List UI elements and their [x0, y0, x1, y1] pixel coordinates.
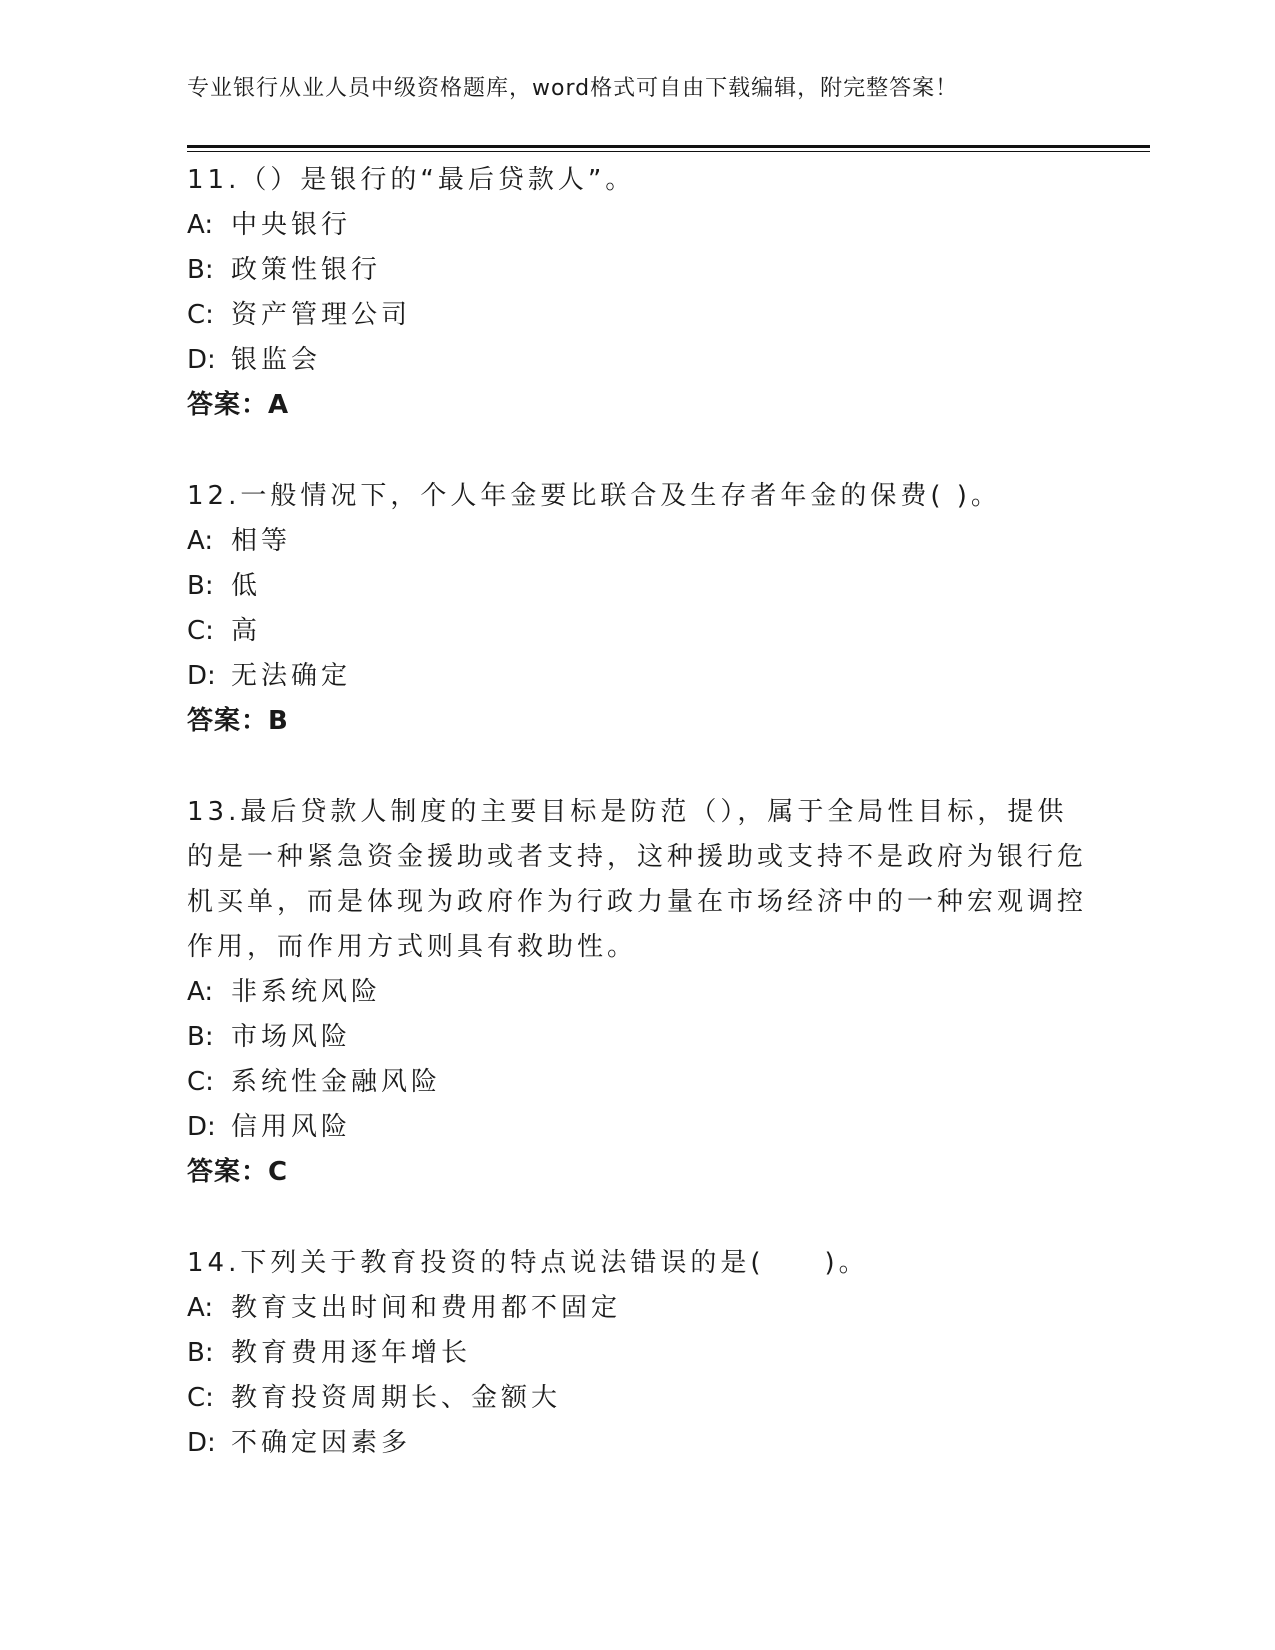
option-c [187, 293, 1087, 338]
option-c [187, 1060, 1087, 1105]
option-letter: B: [187, 1022, 214, 1052]
option-a [187, 1286, 1087, 1331]
option-letter: D: [187, 1428, 216, 1458]
option-letter: C: [187, 616, 214, 646]
question-stem: 13.最后贷款人制度的主要目标是防范（），属于全局性目标，提供的是一种紧急资金援助或者支持，这种援助或支持不是政府为银行危机买单，而是体现为政府作为行政力量在市场经济中的一种宏观调控作用，而作用方式则具有救助性。 [187, 797, 1088, 962]
option-text: 高 [231, 616, 262, 646]
header-rule-thick [187, 145, 1150, 148]
option-letter: D: [187, 661, 216, 691]
option-a [187, 203, 1087, 248]
question-stem: 14.下列关于教育投资的特点说法错误的是( )。 [187, 1248, 869, 1278]
question-stem: 12.一般情况下，个人年金要比联合及生存者年金的保费( )。 [187, 481, 1001, 511]
option-text: 教育费用逐年增长 [231, 1338, 472, 1368]
option-b [187, 564, 1087, 609]
option-a [187, 970, 1087, 1015]
question-14 [187, 1241, 1087, 1466]
option-letter: A: [187, 210, 214, 240]
option-c [187, 1376, 1087, 1421]
question-11 [187, 158, 1087, 428]
header-rule-thin [187, 151, 1150, 152]
document-header: 专业银行从业人员中级资格题库，word格式可自由下载编辑，附完整答案！ [187, 76, 959, 101]
question-stem: 11.（）是银行的“最后贷款人”。 [187, 165, 636, 195]
option-c [187, 609, 1087, 654]
answer-label: 答案：A [187, 390, 290, 420]
question-list [187, 158, 1087, 1512]
option-text: 无法确定 [231, 661, 352, 691]
option-b [187, 248, 1087, 293]
option-b [187, 1015, 1087, 1060]
option-letter: B: [187, 1338, 214, 1368]
option-text: 相等 [231, 526, 292, 556]
option-letter: A: [187, 977, 214, 1007]
option-letter: B: [187, 255, 214, 285]
option-text: 资产管理公司 [231, 300, 412, 330]
option-letter: C: [187, 1067, 214, 1097]
option-text: 银监会 [231, 345, 322, 375]
option-text: 教育支出时间和费用都不固定 [231, 1293, 622, 1323]
option-text: 不确定因素多 [231, 1428, 412, 1458]
question-12 [187, 474, 1087, 744]
option-text: 低 [231, 571, 262, 601]
option-letter: A: [187, 526, 214, 556]
answer-label: 答案：C [187, 1157, 289, 1187]
option-d [187, 1421, 1087, 1466]
option-d [187, 1105, 1087, 1150]
option-text: 非系统风险 [231, 977, 382, 1007]
option-text: 信用风险 [231, 1112, 352, 1142]
option-b [187, 1331, 1087, 1376]
option-d [187, 654, 1087, 699]
option-letter: C: [187, 300, 214, 330]
option-text: 系统性金融风险 [231, 1067, 442, 1097]
option-letter: D: [187, 345, 216, 375]
question-13 [187, 790, 1087, 1195]
option-letter: C: [187, 1383, 214, 1413]
option-text: 中央银行 [231, 210, 352, 240]
option-letter: B: [187, 571, 214, 601]
option-text: 政策性银行 [231, 255, 382, 285]
option-d [187, 338, 1087, 383]
option-letter: A: [187, 1293, 214, 1323]
answer-label: 答案：B [187, 706, 289, 736]
option-letter: D: [187, 1112, 216, 1142]
option-text: 教育投资周期长、金额大 [231, 1383, 562, 1413]
option-text: 市场风险 [231, 1022, 352, 1052]
option-a [187, 519, 1087, 564]
